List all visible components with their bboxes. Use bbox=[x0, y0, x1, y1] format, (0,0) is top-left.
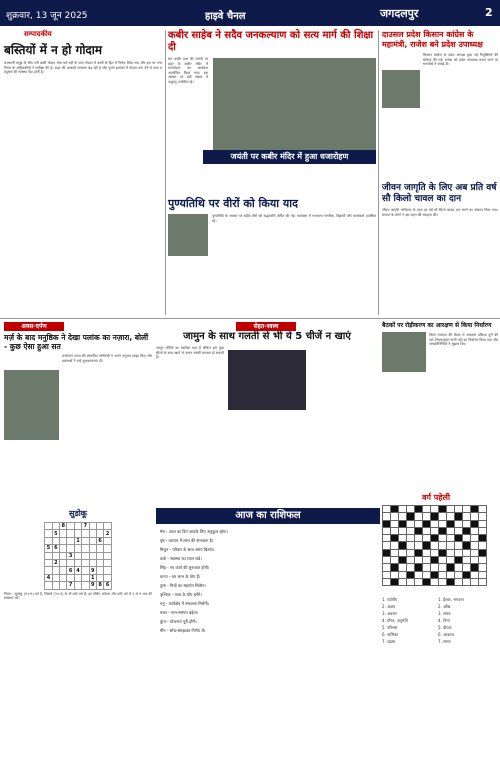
sudoku-cell[interactable]: 1 bbox=[91, 574, 95, 581]
horoscope-item: मेष - आज का दिन आपके लिए अनुकूल रहेगा। bbox=[160, 529, 228, 534]
sudoku-cell[interactable] bbox=[45, 530, 52, 537]
clue-item: 3. सफर bbox=[438, 611, 451, 616]
clue-item: 4. नित्य bbox=[438, 618, 450, 623]
sudoku-cell[interactable] bbox=[89, 559, 96, 566]
article-body: जिला पंचायत की बैठक में आरक्षण प्रक्रिया पूरी की गई। नियमानुसार सभी पदों का निर्धारण किया गया और जनप्रतिनिधियों ने सुझाव दिए। bbox=[429, 333, 498, 346]
sudoku-cell[interactable] bbox=[82, 582, 89, 589]
editorial bbox=[4, 30, 162, 315]
horoscope-item: वृश्चिक - यात्रा के योग बनेंगे। bbox=[160, 592, 202, 597]
portrait-photo bbox=[382, 70, 420, 108]
clues-down bbox=[438, 596, 494, 645]
photo-caption: जयंती पर कबीर मंदिर में हुआ धजारोहण bbox=[203, 150, 376, 164]
clue-item: 7. सागर bbox=[438, 639, 451, 644]
sudoku-rules: नियम : सुडोकू (9×9) वर्ग है, जिसमें (3×3) के नौ छोटे वर्ग हैं। हर पंक्ति, कॉलम और छोटे वर्ग में 1 से 9 तक की संख्याएं भरें। bbox=[4, 591, 152, 601]
sudoku-cell[interactable]: 5 bbox=[46, 545, 51, 552]
sudoku-cell[interactable] bbox=[82, 574, 89, 581]
sudoku-cell[interactable] bbox=[52, 567, 59, 574]
kabir-article bbox=[168, 30, 376, 180]
sudoku-cell[interactable] bbox=[82, 545, 89, 552]
clue-item: 2. अक्षय bbox=[382, 604, 396, 609]
sudoku-cell[interactable]: 1 bbox=[76, 537, 80, 544]
sudoku-cell[interactable] bbox=[89, 545, 96, 552]
section-title: आज का राशिफल bbox=[156, 508, 380, 524]
headline: पुण्यतिथि पर वीरों को किया याद bbox=[168, 197, 298, 210]
horoscope-item: मीन - सोच-समझकर निर्णय लें। bbox=[160, 628, 206, 633]
horoscope bbox=[156, 508, 380, 764]
actress-photo bbox=[4, 370, 59, 440]
sudoku-cell[interactable]: 6 bbox=[68, 567, 73, 574]
sudoku-cell[interactable] bbox=[45, 582, 52, 589]
sudoku-cell[interactable] bbox=[89, 537, 96, 544]
sudoku-cell[interactable] bbox=[60, 530, 67, 537]
sudoku-cell[interactable] bbox=[82, 537, 89, 544]
sudoku-cell[interactable] bbox=[67, 523, 74, 530]
portrait-photo bbox=[168, 214, 208, 256]
event-photo bbox=[213, 58, 376, 158]
sudoku-cell[interactable] bbox=[60, 559, 67, 566]
sudoku-cell[interactable] bbox=[60, 545, 67, 552]
headline: दाउसल प्रदेश किसान कांग्रेस के महामंत्री, राजेश बने प्रदेश उपाध्यक्ष bbox=[382, 30, 483, 49]
clues-across bbox=[382, 596, 438, 645]
crossword bbox=[382, 492, 498, 592]
horoscope-item: कुंभ - योजनाएं पूरी होंगी। bbox=[160, 619, 198, 624]
headline: बैठकों पर रोड़ीकरण का आरक्षण से किया निर्धारण bbox=[382, 322, 492, 329]
sudoku-cell[interactable] bbox=[67, 530, 74, 537]
horoscope-item: मिथुन - परिवार के साथ समय बिताएं। bbox=[160, 547, 215, 552]
horoscope-item: वृष - व्यापार में लाभ की संभावना है। bbox=[160, 538, 214, 543]
headline: बस्तियों में न हो गोदाम bbox=[4, 43, 103, 57]
section-label: सेहत-स्वस्थ bbox=[236, 322, 296, 331]
headline: मर्ज़ के बाद मनुष्ठिक ने देखा पलांक का नज़ारा, बोलीं - कुछ ऐसा हुआ सत bbox=[4, 333, 149, 351]
sudoku-cell[interactable] bbox=[82, 559, 89, 566]
section-label: वर्ग पहेली bbox=[422, 493, 451, 502]
article-body: मनोरंजन जगत की लोकप्रिय अभिनेत्री ने अपने अनुभव साझा किए और प्रशंसकों ने उन्हें शुभकामनाएं दीं। bbox=[62, 354, 152, 363]
sudoku-cell[interactable]: 2 bbox=[54, 560, 58, 567]
sudoku-cell[interactable]: 6 bbox=[105, 582, 110, 589]
entertainment-article bbox=[4, 322, 152, 502]
sudoku-cell[interactable] bbox=[60, 582, 67, 589]
sudoku-cell[interactable] bbox=[52, 574, 59, 581]
horoscope-item: मकर - मान-सम्मान बढ़ेगा। bbox=[160, 610, 199, 615]
section-label: सम्पादकीय bbox=[24, 30, 52, 38]
sudoku-cell[interactable]: 7 bbox=[83, 523, 88, 530]
sudoku-cell[interactable]: 4 bbox=[76, 567, 80, 574]
sudoku-cell[interactable] bbox=[45, 537, 52, 544]
sudoku-cell[interactable]: 2 bbox=[105, 530, 110, 537]
sudoku-cell[interactable]: 9 bbox=[91, 582, 95, 589]
jamun-photo bbox=[228, 350, 306, 410]
article-body: संत कबीर दास की जयंती पर शहर के कबीर मंदिर में धजारोहण का कार्यक्रम आयोजित किया गया। इस अवसर पर बड़ी संख्या में श्रद्धालु उपस्थित रहे। bbox=[168, 57, 208, 84]
sudoku-cell[interactable]: 6 bbox=[98, 537, 102, 544]
sudoku-cell[interactable] bbox=[89, 552, 96, 559]
headline: कबीर साहेब ने सदैव जनकल्याण को सत्य मार्ग की शिक्षा दी bbox=[168, 30, 374, 53]
sudoku-cell[interactable]: 6 bbox=[54, 545, 58, 552]
sudoku-cell[interactable] bbox=[89, 530, 96, 537]
sudoku-cell[interactable] bbox=[104, 523, 111, 530]
sudoku-cell[interactable] bbox=[67, 559, 74, 566]
punyatithi-article bbox=[168, 196, 376, 316]
crossword-grid[interactable] bbox=[382, 505, 487, 586]
sudoku-cell[interactable] bbox=[67, 545, 74, 552]
sudoku-cell[interactable] bbox=[104, 567, 111, 574]
sudoku-cell[interactable] bbox=[74, 582, 81, 589]
sudoku-cell[interactable] bbox=[104, 559, 111, 566]
sudoku-cell[interactable] bbox=[74, 530, 81, 537]
headline: जामुन के साथ गलती से भी ये 5 चीजें न खाएं bbox=[183, 331, 351, 342]
clue-item: 4. गौरव, अनुमति bbox=[382, 618, 408, 623]
event-photo bbox=[382, 332, 426, 372]
sudoku-cell[interactable] bbox=[74, 523, 81, 530]
sudoku-cell[interactable] bbox=[104, 537, 111, 544]
sudoku-cell[interactable] bbox=[60, 537, 67, 544]
sudoku-cell[interactable] bbox=[45, 559, 52, 566]
sudoku-cell[interactable] bbox=[52, 552, 59, 559]
sudoku-cell[interactable]: 3 bbox=[68, 552, 73, 559]
sudoku-cell[interactable]: 9 bbox=[91, 567, 95, 574]
sudoku-cell[interactable] bbox=[67, 537, 74, 544]
article-body: पुण्यतिथि के अवसर पर शहीद वीरों को श्रद्धांजलि अर्पित की गई। कार्यक्रम में गणमान्य नागरिक, विद्यार्थी और कार्यकर्ता उपस्थित रहे। bbox=[212, 214, 376, 223]
sudoku-cell[interactable] bbox=[67, 574, 74, 581]
baithak-article bbox=[382, 322, 498, 402]
sudoku-cell[interactable] bbox=[60, 552, 67, 559]
sudoku-cell[interactable] bbox=[104, 552, 111, 559]
article-body: जामुन गर्मियों का स्वादिष्ट फल है लेकिन इसे कुछ चीजों के साथ खाने से पाचन संबंधी समस्या हो सकती है। bbox=[156, 346, 224, 359]
section-label: सुडोकू bbox=[69, 509, 87, 518]
page-number: 2 bbox=[485, 6, 493, 19]
sudoku-cell[interactable] bbox=[52, 523, 59, 530]
article-body: जीवन जागृति अभियान के तहत हर वर्ष सौ किलो चावल दान करने का संकल्प लिया गया। समाज के लोगों ने इस पहल की सराहना की। bbox=[382, 208, 498, 217]
horoscope-item: तुला - मित्रों का सहयोग मिलेगा। bbox=[160, 583, 206, 588]
sudoku-cell[interactable] bbox=[74, 559, 81, 566]
sudoku bbox=[4, 508, 152, 628]
paper-name: हाइवे चैनल bbox=[205, 11, 246, 22]
sudoku-cell[interactable] bbox=[45, 523, 52, 530]
sudoku-cell[interactable] bbox=[96, 567, 103, 574]
clue-item: 6. नासिका bbox=[382, 632, 399, 637]
clue-item: 1. ईश्वर, भगवान bbox=[438, 597, 464, 602]
sudoku-cell[interactable] bbox=[96, 530, 103, 537]
sudoku-cell[interactable] bbox=[82, 530, 89, 537]
congress-article bbox=[382, 30, 498, 180]
sudoku-cell[interactable] bbox=[60, 567, 67, 574]
sudoku-cell[interactable] bbox=[96, 523, 103, 530]
sudoku-cell[interactable]: 8 bbox=[61, 523, 65, 530]
crossword-clues bbox=[382, 596, 498, 764]
sudoku-cell[interactable] bbox=[104, 574, 111, 581]
sudoku-cell[interactable] bbox=[89, 523, 96, 530]
horoscope-item: सिंह - नए कार्य की शुरुआत होगी। bbox=[160, 565, 210, 570]
jeevan-article bbox=[382, 183, 498, 315]
horoscope-item: धनु - कार्यक्षेत्र में सफलता मिलेगी। bbox=[160, 601, 210, 606]
section-label: अवस-दर्पण bbox=[4, 322, 64, 331]
sudoku-cell[interactable] bbox=[104, 545, 111, 552]
sudoku-cell[interactable] bbox=[45, 567, 52, 574]
sudoku-cell[interactable]: 4 bbox=[46, 574, 51, 581]
horoscope-list bbox=[156, 526, 232, 636]
clue-item: 6. आकाश bbox=[438, 632, 455, 637]
headline: जीवन जागृति के लिए अब प्रति वर्ष सौ किलो चावल का दान bbox=[382, 183, 497, 204]
clue-item: 1. पर्वतीय bbox=[382, 597, 398, 602]
sudoku-cell[interactable] bbox=[45, 552, 52, 559]
sudoku-cell[interactable] bbox=[82, 552, 89, 559]
clue-item: 3. अवसर bbox=[382, 611, 397, 616]
sudoku-cell[interactable] bbox=[96, 559, 103, 566]
masthead bbox=[0, 0, 500, 26]
sudoku-cell[interactable] bbox=[74, 574, 81, 581]
sudoku-cell[interactable]: 5 bbox=[54, 530, 58, 537]
article-body: राजधानी समुद्र के बीच भरी बस्ती गोदाम ऐसा करें नहीं के पास गोदाम में बस्ती के हित में निर्णय लिया गया और इस पर नगर निगम के अधिकारियों ने समीक्षा की है। शहर की आबादी लगातार बढ़ रही है और पुराने इलाकों में गोदाम बना देने से जाम व प्रदूषण की समस्या पैदा होती है। bbox=[4, 61, 162, 74]
sudoku-cell[interactable] bbox=[96, 545, 103, 552]
clue-item: 5. दीपक bbox=[438, 625, 452, 630]
sudoku-grid[interactable] bbox=[44, 522, 112, 590]
sudoku-cell[interactable] bbox=[52, 582, 59, 589]
sudoku-cell[interactable] bbox=[74, 545, 81, 552]
sudoku-cell[interactable] bbox=[82, 567, 89, 574]
clue-item: 2. आँख bbox=[438, 604, 451, 609]
sudoku-cell[interactable] bbox=[52, 537, 59, 544]
clue-item: 5. परिश्रम bbox=[382, 625, 398, 630]
sudoku-cell[interactable] bbox=[74, 552, 81, 559]
city-name: जगदलपुर bbox=[380, 7, 419, 20]
issue-date: शुक्रवार, 13 जून 2025 bbox=[6, 11, 88, 21]
sudoku-cell[interactable] bbox=[96, 574, 103, 581]
sudoku-cell[interactable]: 7 bbox=[68, 582, 73, 589]
article-body: किसान कांग्रेस के प्रदेश अध्यक्ष द्वारा नई नियुक्तियों की घोषणा की गई। राजेश को प्रदेश उपाध्यक्ष बनाए जाने पर समर्थकों ने बधाई दी। bbox=[423, 53, 498, 66]
sudoku-cell[interactable] bbox=[60, 574, 67, 581]
sudoku-cell[interactable] bbox=[96, 552, 103, 559]
health-article bbox=[156, 322, 378, 502]
sudoku-cell[interactable]: 8 bbox=[98, 582, 102, 589]
horoscope-item: कर्क - स्वास्थ्य का ध्यान रखें। bbox=[160, 556, 202, 561]
clue-item: 7. चंद्रमा bbox=[382, 639, 396, 644]
horoscope-item: कन्या - धन लाभ के योग हैं। bbox=[160, 574, 201, 579]
